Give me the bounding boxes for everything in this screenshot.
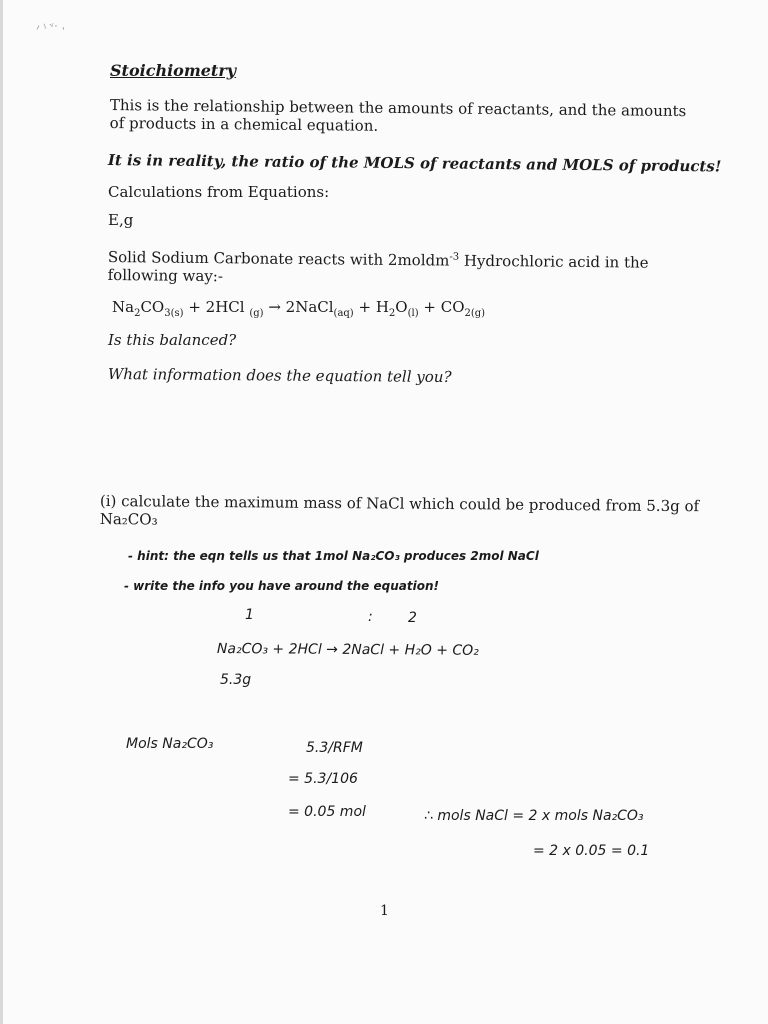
eq-nacl: 2NaCl bbox=[285, 298, 334, 316]
mols-label: Mols Na₂CO₃ bbox=[126, 736, 214, 752]
eq-co2: CO bbox=[440, 298, 465, 316]
eq-hcl: 2HCl bbox=[205, 298, 250, 316]
example-text-superscript: -3 bbox=[449, 251, 460, 263]
part-i-question: (i) calculate the maximum mass of NaCl which could be produced from 5.3g of Na₂CO₃ bbox=[99, 492, 700, 529]
example-description bbox=[108, 245, 688, 290]
question-balanced: Is this balanced? bbox=[108, 331, 237, 349]
page-title: Stoichiometry bbox=[110, 61, 237, 80]
hint-line-2: - write the info you have around the equation! bbox=[124, 579, 439, 593]
eq-sub: 3 bbox=[164, 308, 171, 319]
eq-o: O bbox=[395, 298, 408, 316]
hint-line-1: - hint: the eqn tells us that 1mol Na₂CO₃ produces 2mol NaCl bbox=[128, 549, 539, 563]
example-label: E,g bbox=[108, 211, 134, 229]
therefore-line: ∴ mols NaCl = 2 x mols Na₂CO₃ bbox=[424, 808, 644, 824]
example-text-part1: Solid Sodium Carbonate reacts with 2moldm bbox=[107, 247, 450, 270]
calc-step-3: = 0.05 mol bbox=[288, 804, 366, 820]
calc-step-1: 5.3/RFM bbox=[306, 740, 363, 756]
margin-marks: ᐟ ˡ ᵛ· ˌ bbox=[34, 18, 66, 37]
page-number: 1 bbox=[380, 903, 389, 919]
eq-h: H bbox=[375, 298, 389, 316]
eq-sub: 2 bbox=[388, 308, 396, 319]
mass-given: 5.3g bbox=[220, 672, 252, 688]
example-text-part2: Hydrochloric acid in the following way:- bbox=[107, 251, 649, 286]
scan-edge bbox=[0, 0, 3, 1024]
eq-plus: + bbox=[353, 298, 376, 316]
eq-state: (aq) bbox=[333, 308, 354, 319]
eq-plus: + bbox=[183, 298, 206, 316]
ratio-left: 1 bbox=[245, 607, 254, 623]
worked-equation: Na₂CO₃ + 2HCl → 2NaCl + H₂O + CO₂ bbox=[216, 641, 479, 659]
eq-plus: + bbox=[418, 298, 441, 316]
ratio-right: 2 bbox=[408, 610, 417, 626]
eq-state: (l) bbox=[407, 308, 419, 319]
question-information: What information does the equation tell you? bbox=[107, 365, 452, 386]
eq-co: CO bbox=[140, 298, 165, 316]
eq-state: 2(g) bbox=[464, 308, 486, 319]
ratio-statement: It is in reality, the ratio of the MOLS of reactants and MOLS of products! bbox=[107, 151, 722, 176]
intro-paragraph: This is the relationship between the amounts of reactants, and the amounts of products in a chemical equation. bbox=[109, 96, 687, 135]
eq-sub: 2 bbox=[134, 308, 141, 319]
eq-na: Na bbox=[112, 298, 135, 316]
eq-arrow: → bbox=[263, 298, 286, 316]
result-line: = 2 x 0.05 = 0.1 bbox=[533, 843, 650, 859]
calculations-heading: Calculations from Equations: bbox=[108, 183, 330, 201]
chemical-equation bbox=[112, 298, 485, 323]
eq-state: (s) bbox=[170, 308, 184, 319]
eq-state: (g) bbox=[249, 308, 264, 319]
calc-step-2: = 5.3/106 bbox=[288, 771, 358, 787]
ratio-colon: : bbox=[368, 609, 373, 625]
